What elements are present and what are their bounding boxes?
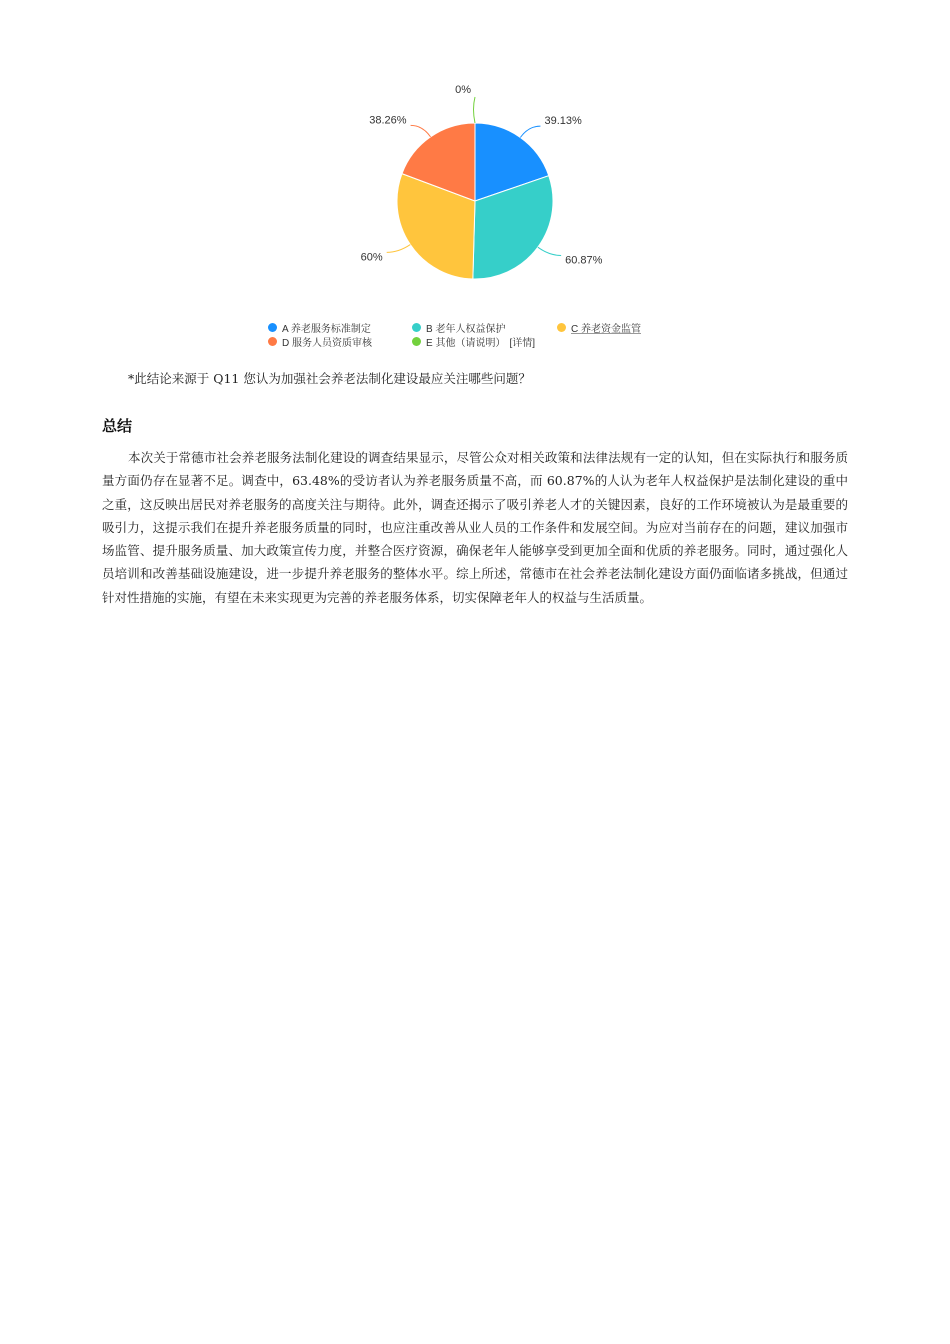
data-label-c: 60% (360, 251, 383, 264)
leader-line-a (520, 126, 540, 137)
legend-dot-b (412, 323, 421, 332)
data-label-a: 39.13% (544, 115, 582, 128)
leader-line-b (538, 247, 561, 255)
legend-dot-e (412, 337, 421, 346)
data-label-e: 0% (455, 84, 471, 96)
legend-label-c: C 养老资金监管 (571, 324, 641, 335)
legend-item-b[interactable] (412, 320, 505, 335)
data-label-b: 60.87% (565, 254, 603, 267)
leader-line-d (411, 125, 431, 137)
leader-line-e (474, 97, 476, 123)
legend-item-d[interactable] (268, 334, 372, 349)
legend-label-d: D 服务人员资质审核 (282, 338, 372, 349)
legend-dot-d (268, 337, 277, 346)
summary-paragraph: 本次关于常德市社会养老服务法制化建设的调查结果显示，尽管公众对相关政策和法律法规有一定的认知，但在实际执行和服务质量方面仍存在显著不足。调查中，63.48%的受访者认为养老服务质量不高，而 60.87%的人认为老年人权益保护是法制化建设的重中之重，这反映出居民对养老服务的高度关注与期待。此外，调查还揭示了吸引养老人才的关键因素，良好的工作环境被认为是最重要的吸引力，这提示我们在提升养老服务质量的同时，也应注重改善从业人员的工作条件和发展空间。为应对当前存在的问题，建议加强市场监管、提升服务质量、加大政策宣传力度，并整合医疗资源，确保老年人能够享受到更加全面和优质的养老服务。同时，通过强化人员培训和改善基础设施建设，进一步提升养老服务的整体水平。综上所述，常德市在社会养老法制化建设方面仍面临诸多挑战，但通过针对性措施的实施，有望在未来实现更为完善的养老服务体系，切实保障老年人的权益与生活质量。 (102, 450, 848, 605)
pie-chart-svg (250, 84, 670, 314)
legend-item-c[interactable] (557, 320, 641, 335)
legend-item-a[interactable] (268, 320, 371, 335)
legend-label-e: E 其他（请说明） (426, 338, 506, 349)
legend-label-b: B 老年人权益保护 (426, 324, 506, 335)
source-note: *此结论来源于 Q11 您认为加强社会养老法制化建设最应关注哪些问题？ (128, 371, 531, 386)
legend-dot-a (268, 323, 277, 332)
pie-chart (250, 84, 670, 354)
legend-dot-c (557, 323, 566, 332)
detail-link[interactable]: [详情] (509, 338, 536, 349)
legend-item-e[interactable] (412, 334, 535, 349)
legend-label-a: A 养老服务标准制定 (282, 324, 371, 335)
leader-line-c (387, 245, 411, 253)
section-title-summary: 总结 (102, 417, 133, 435)
data-label-d: 38.26% (369, 114, 407, 127)
